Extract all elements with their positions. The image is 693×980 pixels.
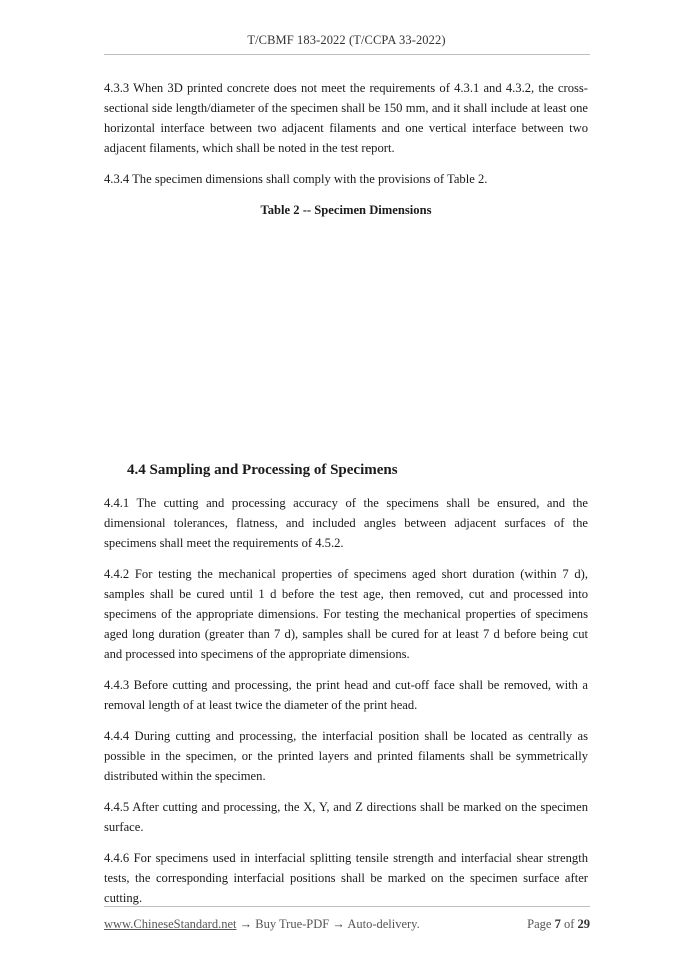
footer-promo <box>104 917 420 932</box>
clause-4-3-3: 4.3.3 When 3D printed concrete does not meet the requirements of 4.3.1 and 4.3.2, the cross-sectional side length/diameter of the specimen shall be 150 mm, and it shall include at least one horizontal interface between two adjacent filaments and one vertical interface between two adjacent filaments, which shall be noted in the test report. <box>104 81 588 155</box>
page-indicator <box>527 917 590 932</box>
arrow-right-icon: → <box>239 917 253 931</box>
table-placeholder <box>104 220 588 460</box>
clause-4-4-5: 4.4.5 After cutting and processing, the X, Y, and Z directions shall be marked on the specimen surface. <box>104 800 588 834</box>
page-header: T/CBMF 183-2022 (T/CCPA 33-2022) <box>247 33 446 47</box>
page-total: 29 <box>577 917 590 931</box>
site-link[interactable]: www.ChineseStandard.net <box>104 917 237 931</box>
clause-4-4-2: 4.4.2 For testing the mechanical properties of specimens aged short duration (within 7 d), samples shall be cured until 1 d before the test age, then removed, cut and processed into specimens of the appropriate dimensions. For testing the mechanical properties of specimens aged long duration (greater than 7 d), samples shall be cured for at least 7 d before being cut and processed into specimens of the appropriate dimensions. <box>104 567 588 661</box>
buy-text: Buy True-PDF <box>255 917 330 931</box>
arrow-right-icon: → <box>332 917 345 931</box>
page-label: Page <box>527 917 552 931</box>
page-current: 7 <box>554 917 561 931</box>
delivery-text: Auto-delivery. <box>347 917 420 931</box>
page-of: of <box>563 917 575 931</box>
clause-4-3-4: 4.3.4 The specimen dimensions shall comply with the provisions of Table 2. <box>104 172 488 186</box>
table-caption: Table 2 -- Specimen Dimensions <box>260 203 432 217</box>
clause-4-4-3: 4.4.3 Before cutting and processing, the print head and cut-off face shall be removed, with a removal length of at least twice the diameter of the print head. <box>104 678 588 712</box>
section-heading: 4.4 Sampling and Processing of Specimens <box>127 462 398 478</box>
page-footer <box>104 917 590 932</box>
clause-4-4-1: 4.4.1 The cutting and processing accuracy of the specimens shall be ensured, and the dimensional tolerances, flatness, and included angles between adjacent surfaces of the specimens shall meet the requirements of 4.5.2. <box>104 496 588 550</box>
page-content <box>104 78 588 919</box>
footer-divider <box>104 906 590 907</box>
clause-4-4-6: 4.4.6 For specimens used in interfacial splitting tensile strength and interfacial shear strength tests, the corresponding interfacial positions shall be marked on the specimen surface after cutting. <box>104 851 588 905</box>
header-divider <box>104 54 590 55</box>
clause-4-4-4: 4.4.4 During cutting and processing, the interfacial position shall be located as centrally as possible in the specimen, or the printed layers and printed filaments shall be symmetrically distributed within the specimen. <box>104 729 588 783</box>
